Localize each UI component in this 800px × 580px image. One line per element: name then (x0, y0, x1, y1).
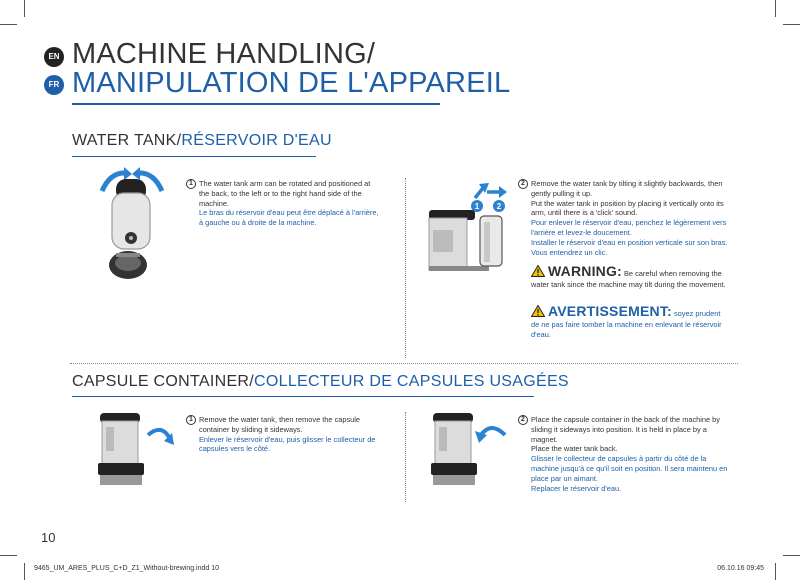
heading-fr: RÉSERVOIR D'EAU (181, 132, 332, 149)
step-text-en-2: Put the water tank in position by placing it vertically onto its arm, until there is a 'click' sound. (531, 198, 724, 218)
image-step-label-2: 2 (496, 202, 502, 211)
step-text-fr-2: Replacer le réservoir d'eau. (531, 483, 622, 493)
section-heading-capsule-container (72, 372, 569, 392)
page-title-en: MACHINE HANDLING/ (72, 38, 376, 70)
column-divider (405, 178, 406, 358)
page-number: 10 (41, 530, 56, 545)
lang-badge-fr: FR (44, 75, 64, 95)
heading-en: CAPSULE CONTAINER/ (72, 373, 255, 390)
step-text-fr-1: Glisser le collecteur de capsules à partir du côté de la machine jusqu'à ce qu'il soit en position. Il sera maintenu en place par un aimant. (531, 454, 728, 483)
step-text-en-2: Place the water tank back. (531, 444, 618, 454)
step-number: 2 (518, 415, 528, 425)
section-underline (72, 156, 316, 157)
warning-icon (531, 305, 545, 320)
section-divider (70, 363, 738, 364)
warning-en (531, 265, 729, 290)
step-number: 2 (518, 179, 528, 189)
footer-timestamp: 06.10.16 09:45 (717, 565, 764, 572)
capsule-removal-illustration (90, 405, 180, 495)
section-heading-water-tank (72, 131, 332, 151)
crop-mark (24, 563, 25, 580)
title-underline (72, 103, 440, 105)
step-text-en: The water tank arm can be rotated and positioned at the back, to the left or to the right hand side of the machine. (199, 179, 371, 208)
water-tank-removal-illustration (425, 180, 520, 275)
warning-text-fr: soyez prudent de ne pas faire tomber la machine en enlevant le réservoir d'eau. (531, 309, 722, 339)
crop-mark (783, 555, 800, 556)
step-text-fr-1: Pour enlever le réservoir d'eau, penchez le légèrement vers l'arrière et levez-le doucement. (531, 218, 727, 237)
capsule-step-1 (186, 415, 382, 454)
step-text-en-1: Place the capsule container in the back of the machine by sliding it sideways into position. It is held in place by a magnet. (531, 415, 720, 444)
warning-fr (531, 305, 729, 339)
crop-mark (783, 24, 800, 25)
image-step-label-1: 1 (474, 202, 480, 211)
crop-mark (0, 24, 17, 25)
column-divider (405, 412, 406, 502)
crop-mark (0, 555, 17, 556)
step-text-fr: Enlever le réservoir d'eau, puis glisser le collecteur de capsules vers le côté. (199, 434, 376, 454)
heading-en: WATER TANK/ (72, 132, 182, 149)
crop-mark (24, 0, 25, 17)
capsule-insertion-illustration (425, 405, 515, 495)
water-tank-step-1 (186, 179, 382, 228)
step-number: 1 (186, 415, 196, 425)
warning-label-en: WARNING: (548, 263, 622, 279)
water-tank-rotation-illustration (90, 165, 175, 283)
crop-mark (775, 0, 776, 17)
step-text-fr-2: Installer le réservoir d'eau en position verticale sur son bras. Vous entendrez un clic. (531, 237, 728, 257)
water-tank-step-2 (518, 179, 730, 257)
step-text-fr: Le bras du réservoir d'eau peut être déplacé à l'arrière, à gauche ou à droite de la machine. (199, 208, 379, 228)
lang-badge-en: EN (44, 47, 64, 67)
page-title-fr: MANIPULATION DE L'APPAREIL (72, 67, 511, 99)
warning-icon (531, 265, 545, 280)
capsule-step-2 (518, 415, 730, 493)
step-text-en-1: Remove the water tank by tilting it slightly backwards, then gently pulling it up. (531, 179, 723, 198)
footer-file-info: 9465_UM_ARES_PLUS_C+D_Z1_Without-brewing.indd 10 (34, 565, 220, 572)
section-underline (72, 396, 534, 397)
crop-mark (775, 563, 776, 580)
step-number: 1 (186, 179, 196, 189)
warning-label-fr: AVERTISSEMENT: (548, 303, 672, 319)
step-text-en: Remove the water tank, then remove the capsule container by sliding it sideways. (199, 415, 361, 434)
heading-fr: COLLECTEUR DE CAPSULES USAGÉES (254, 373, 569, 390)
warning-text-en: Be careful when removing the water tank since the machine may tilt during the movement. (531, 269, 726, 289)
